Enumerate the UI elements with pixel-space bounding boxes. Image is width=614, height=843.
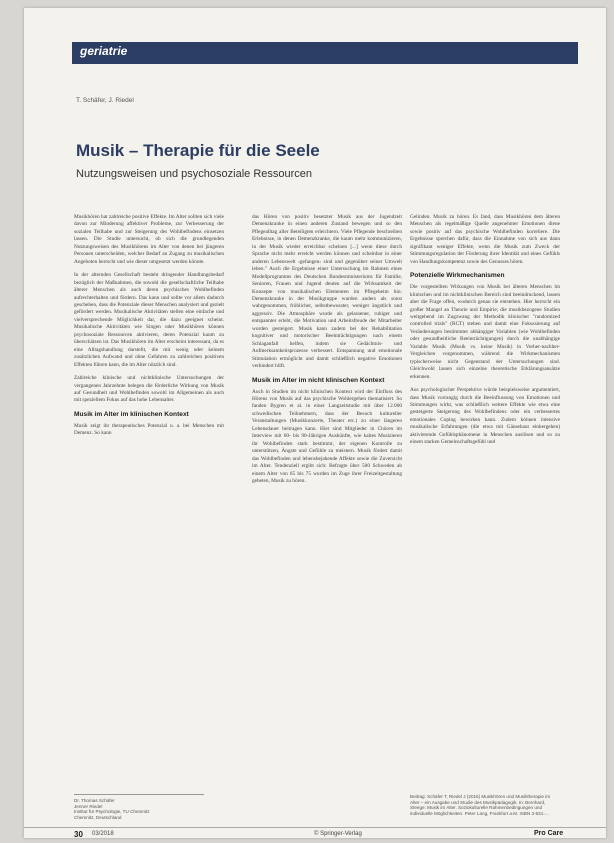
citation-note: Beitrag: Schäfer T, Riedel J (2016) Musikhören und Musiktherapie im Alter – ein Ausgabe und Studie des Musikpädagogik. In: Bernhard, Steege: Musik im Alter. Soziokulturelle Rahmenbedingungen und individuelle Möglichkeiten. Peter Lang, Frankfurt a.M. ISBN 3-631-... <box>410 794 551 816</box>
section-label: geriatrie <box>80 44 128 58</box>
footnote-line: Chemnitz, Deutschland <box>74 814 122 820</box>
body-paragraph: In der alternden Gesellschaft besteht dringender Handlungsbedarf bezüglich der Maßnahmen, die sowohl die gesellschaftliche Teilhabe älterer Menschen als auch deren psychisches Wohlbefinden aufrechterhalten und fördern. Das kann und sollte vor allem dadurch geschehen, dass die Potenziale dieser Menschen analysiert und gezielt gefördert werden. Musikalische Aktivitäten stellen eine einfache und vielversprechende Möglichkeit dar, die dazu geeignet scheint. Musikalische Aktivitäten wie Singen oder Musikhören können psychosoziale Ressourcen aktivieren, deren Potenzial kaum zu überschätzen ist. Das Musikhören im Alter erscheint interessant, da es eine Alltagshandlung darstellt, die mit wenig oder keinem zusätzlichen Aufwand und ohne Gefahren zu zahlreichen positiven Effekten führen kann, die im Alter nützlich sind. <box>74 272 224 368</box>
footer-divider <box>24 827 606 828</box>
magazine-page <box>24 8 606 838</box>
text-column-1 <box>74 214 224 444</box>
body-paragraph: Auch in Studien im nicht klinischen Kontext wird der Einfluss des Hörens von Musik auf das psychische Wohlergehen thematisiert. So fanden Bygren et al. in einer Langzeitstudie mit über 12.000 schwedischen Teilnehmern, dass der Besuch kultureller Veranstaltungen (Musikkonzerte, Theater etc.) zu einer längeren Lebensdauer beitragen kann. Hier sind Mitglieder in Chören im Interview mit 60- bis 90-Jährigen Auskünfte, wie kaltes Musizieren ihr Wohlbefinden stark bestimmt, der eigenen Kontrolle zu unterstützen, Ängste und Gefühle zu meistern. Musik fördert damit das Wohlbefinden und lebensbejahende Affekte sowie die Zuversicht im Alter. Tendenziell ergibt sich: Befragte über 500 Schweden ab einem Alter von 65 bis 75 wurden im Zuge ihrer Freizeitgestaltung gebeten, Musik zu hören. <box>252 388 402 484</box>
article-authors: T. Schäfer, J. Riedel <box>76 97 134 104</box>
article-subtitle: Nutzungsweisen und psychosoziale Ressourcen <box>76 168 313 180</box>
footnote-line: Institut für Psychologie, TU Chemnitz <box>74 809 150 815</box>
text-column-2 <box>252 214 402 491</box>
page-number: 30 <box>74 830 83 838</box>
body-paragraph: das Hören von positiv besetzter Musik aus der Jugendzeit Demenzkranke in einen anderen Zustand bewegen und so den Pflegealltag aller Beteiligten erleichtern. Viele Pflegende beschreiben Erlebnisse, in denen Demenzkranke, die kaum mehr kommunizieren, in der Musik wieder erreichbar scheinen [...] wenn diese durch Sprache nicht mehr erreicht werden können und scheinbar in einer anderen Lebenswelt ›gefangen‹ sind und gegenüber seiner Umwelt leben." Auch die Ergebnisse einer Untersuchung im Rahmen eines Modellprogramms des Deutschen Bundesministeriums für Familie, Senioren, Frauen und Jugend deuten auf die Wirksamkeit der Konzepte von musikalischen Elementen im Pflegeheim hin: Demenzkranke in der Musikgruppe wurden anders als sonst wahrgenommen, fröhlicher, selbstbewusster, weniger ängstlich und aggressiv. Die Atmosphäre wurde als gelassener, ruhiger und entspannter erlebt, die Motivation und Arbeitsfreude der Mitarbeiter wurden gesteigert. Musik kann zudem bei der Rehabilitation kognitiver und motorischer Beeinträchtigungen nach einem Schlaganfall helfen, indem sie Gedächtnis- und Aufmerksamkeitsprozesse verbessert. Entspannung und emotionale Stimulation ermöglicht und damit schließlich negative Emotionen verhindert hilft. <box>252 214 402 370</box>
abstract-paragraph: Musikhören hat zahlreiche positive Effekte. Im Alter sollten sich viele davon zur Minderung affektiver Probleme, zur Verbesserung der sozialen Teilhabe und zur Steigerung des Wohlbefindens einsetzen lassen. Die Studie untersucht, ob sich die grundlegenden Nutzungsweisen des Musikhörens im Alter von denen bei jüngeren Personen unterscheiden, welcher Bedarf an Zugang zu musikalischen Angeboten herrscht und wie dieser umgesetzt werden könnte. <box>74 214 224 265</box>
section-heading: Potenzielle Wirkmechanismen <box>410 272 505 280</box>
section-heading: Musik im Alter im nicht klinischen Kontext <box>252 376 385 384</box>
publisher-label: © Springer-Verlag <box>314 831 362 837</box>
article-title: Musik – Therapie für die Seele <box>76 141 320 160</box>
body-paragraph: Die vorgestellten Wirkungen von Musik bei älteren Menschen im klinischen und im nichtklinischen Bereich sind beeindruckend, lassen aber die Frage offen, wodurch genau sie entstehen. Hier herrscht ein großer Mangel an Theorie und Empirie; die musikbezogene Studien weitgehend im Zugzwang der Methodik klinischer "randomized controlled trials" (RCT) stehen und damit eine Fokussierung auf Veränderungen bestimmter abhängiger Variablen (wie Wohlbefinden oder gesundheitliche Beeinträchtigungen) durch die unabhängige Variable Musik (Musik vs. keine Musik) in Vorher-nachher-Vergleichen vorgenommen, während die Wirkmechanismen typischerweise nicht Gegenstand der Untersuchungen sind. Gleichwohl lassen sich einzelne theoretische Erklärungsansätze erkennen. <box>410 284 560 380</box>
text-column-3 <box>410 214 560 453</box>
footnote-line: Jenner Riedel <box>74 803 103 809</box>
footnote-line: Dr. Thomas Schäfer <box>74 798 115 803</box>
author-footnote <box>74 794 204 820</box>
body-paragraph: Aus psychologischer Perspektive würde beispielsweise argumentiert, dass Musik vorrangig durch die Beeinflussung von Emotionen und Stimmungen wirkt, was schließlich weitere Effekte wie etwa eine gesteigerte Steigerung des Wohlbefindens oder ein verbessertes emotionales Coping bewirken kann. Zudem können intensive musikalische Erfahrungen (die etwa mit Gänsehaut einhergehen) aktivierende Gefühlsphänomene in Menschen auslösen und so zu einem starken Gemeinschaftsgefühl und <box>410 387 560 446</box>
body-paragraph: Gelinden. Musik zu hören. Es fand, dass Musikhören dem älteren Menschen als regelmäßige Quelle angenehmer Emotionen diene sowie positiv auf das psychische Wohlbefinden korreliere. Die Ergebnisse sprechen dafür, dass die Einnahme von sich aus dann signifikant weniger Effekte, wenn die Musik zum Zweck der Stimmungsregulation der Förderung ihrer Identität und eines Gefühls von Handlungskompetenz sowie des Genusses hören. <box>410 214 560 265</box>
section-heading: Musik im Alter im klinischen Kontext <box>74 410 189 418</box>
body-paragraph: Musik zeigt ihr therapeutisches Potenzial u. a. bei Menschen mit Demenz. So kann <box>74 422 224 437</box>
section-banner <box>72 42 578 64</box>
journal-name: Pro Care <box>534 830 564 837</box>
issue-label: 03/2018 <box>92 831 114 837</box>
body-paragraph: Zahlreiche klinische und nichtklinische Untersuchungen der vergangenen Jahrzehnte belegen die förderliche Wirkung von Musik auf Gesundheit und Wohlbefinden sowohl im Allgemeinen als auch mit speziellem Fokus auf das hohe Lebensalter. <box>74 375 224 404</box>
